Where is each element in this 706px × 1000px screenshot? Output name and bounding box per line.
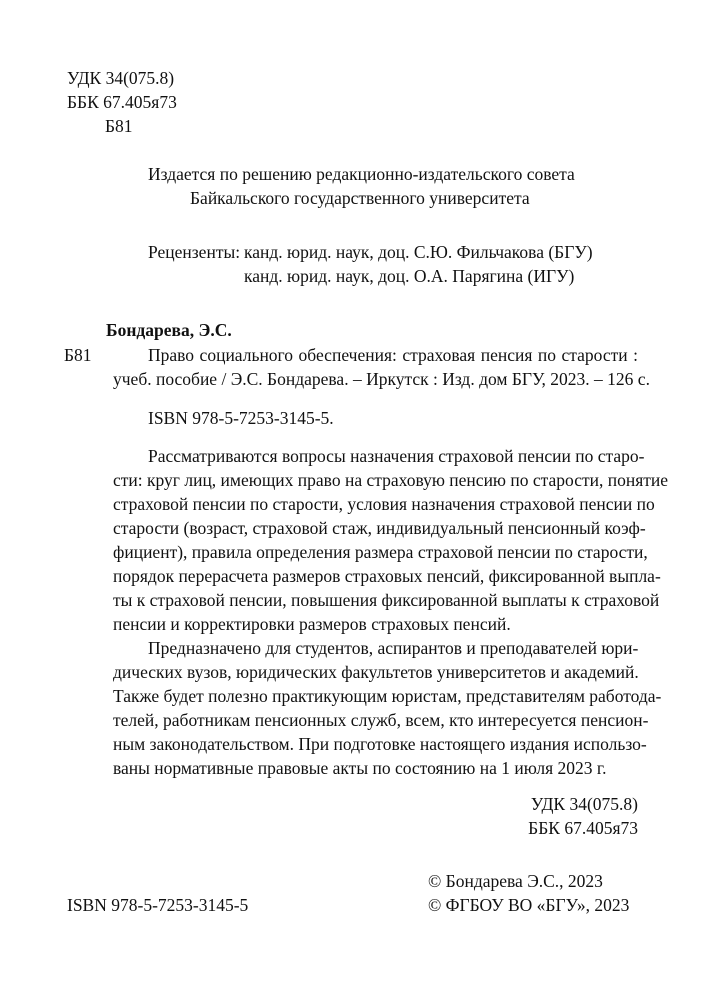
abstract2-line: Также будет полезно практикующим юристам, представителям работода- [113,686,662,706]
abstract1-line: фициент), правила определения размера страховой пенсии по старости, [113,542,648,562]
udk-code-bottom: УДК 34(075.8) [530,794,638,814]
isbn-line: ISBN 978-5-7253-3145-5. [148,408,334,428]
reviewer-2: канд. юрид. наук, доц. О.А. Парягина (ИГУ) [244,266,575,286]
abstract1-line: сти: круг лиц, имеющих право на страховую пенсию по старости, понятие [113,470,669,490]
abstract2-line: ваны нормативные правовые акты по состоянию на 1 июля 2023 г. [113,758,607,778]
author-name: Бондарева, Э.С. [106,320,232,340]
abstract2-line: Предназначено для студентов, аспирантов и преподавателей юри- [148,638,639,658]
reviewer-1: канд. юрид. наук, доц. С.Ю. Фильчакова (БГУ) [244,242,593,262]
council-line-2: Байкальского государственного университета [190,188,530,208]
bbk-code-bottom: ББК 67.405я73 [528,818,638,838]
copyright-author: © Бондарева Э.С., 2023 [428,871,603,891]
udk-code: УДК 34(075.8) [67,68,175,88]
abstract1-line: пенсии и корректировки размеров страховых пенсий. [113,614,511,634]
council-line-1: Издается по решению редакционно-издательского совета [148,164,575,184]
abstract2-line: ным законодательством. При подготовке настоящего издания использо- [113,734,647,754]
abstract2-line: телей, работникам пенсионных служб, всем, кто интересуется пенсион- [113,710,649,730]
abstract1-line: страховой пенсии по старости, условия назначения страховой пенсии по [113,494,655,514]
abstract1-line: порядок перерасчета размеров страховых пенсий, фиксированной выпла- [113,566,661,586]
biblio-line-1: Право социального обеспечения: страховая пенсия по старости : [148,345,638,365]
copyright-org: © ФГБОУ ВО «БГУ», 2023 [428,895,630,915]
abstract1-line: Рассматриваются вопросы назначения страховой пенсии по старо- [148,446,645,466]
author-mark-top: Б81 [105,116,133,136]
biblio-line-2: учеб. пособие / Э.С. Бондарева. – Иркутск : Изд. дом БГУ, 2023. – 126 с. [113,369,650,389]
abstract1-line: старости (возраст, страховой стаж, индивидуальный пенсионный коэф- [113,518,646,538]
abstract2-line: дических вузов, юридических факультетов университетов и академий. [113,662,639,682]
isbn-footer: ISBN 978-5-7253-3145-5 [67,895,249,915]
bbk-code: ББК 67.405я73 [67,92,177,112]
abstract1-line: ты к страховой пенсии, повышения фиксированной выплаты к страховой [113,590,660,610]
reviewers-label: Рецензенты: [148,242,241,262]
author-mark: Б81 [64,345,92,365]
